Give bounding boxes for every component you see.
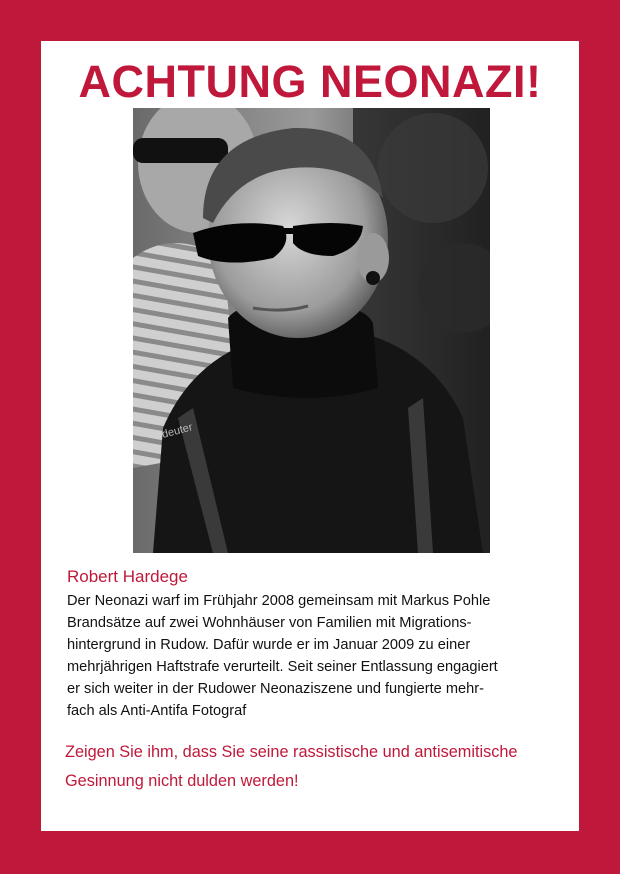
description-line: hintergrund in Rudow. Dafür wurde er im Januar 2009 zu einer xyxy=(67,637,471,653)
call-to-action-line: Zeigen Sie ihm, dass Sie seine rassistische und antisemitische xyxy=(65,743,518,761)
description-text xyxy=(67,590,557,722)
call-to-action-line: Gesinnung nicht dulden werden! xyxy=(65,772,299,790)
call-to-action xyxy=(65,738,565,796)
svg-text:deuter: deuter xyxy=(160,421,194,441)
description-line: Der Neonazi warf im Frühjahr 2008 gemeinsam mit Markus Pohle xyxy=(67,593,491,609)
poster-card xyxy=(41,41,579,831)
description-line: Brandsätze auf zwei Wohnhäuser von Familien mit Migrations- xyxy=(67,615,472,631)
person-name: Robert Hardege xyxy=(67,567,188,586)
description-line: fach als Anti-Antifa Fotograf xyxy=(67,703,247,719)
poster-headline: ACHTUNG NEONAZI! xyxy=(78,56,542,107)
person-photo xyxy=(133,108,490,553)
person-portrait-icon xyxy=(133,108,490,553)
description-line: mehrjährigen Haftstrafe verurteilt. Seit seiner Entlassung engagiert xyxy=(67,659,498,675)
description-line: er sich weiter in der Rudower Neonaziszene und fungierte mehr- xyxy=(67,681,484,697)
